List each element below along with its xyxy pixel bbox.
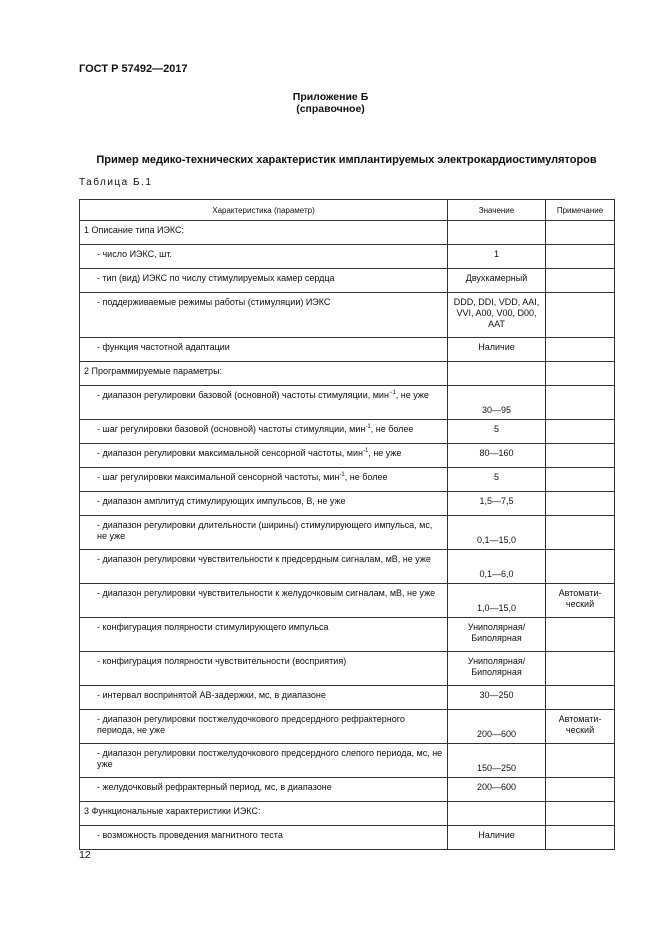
parameter-cell: - диапазон амплитуд стимулирующих импульсов, В, не уже (80, 492, 448, 516)
table-row (80, 492, 615, 516)
value-cell: Наличие (448, 338, 546, 362)
parameter-cell: - функция частотной адаптации (80, 338, 448, 362)
value-cell: Униполярная/ Биполярная (448, 618, 546, 652)
value-cell (448, 802, 546, 826)
section-heading: 2 Программируемые параметры: (80, 362, 448, 386)
note-cell (546, 686, 615, 710)
note-cell (546, 652, 615, 686)
characteristics-table (79, 199, 615, 850)
value-cell: 1 (448, 245, 546, 269)
parameter-cell: - интервал воспринятой АВ-задержки, мс, в диапазоне (80, 686, 448, 710)
note-cell: Автомати-ческий (546, 584, 615, 618)
parameter-cell: - диапазон регулировки постжелудочкового предсердного слепого периода, мс, не уже (80, 744, 448, 778)
table-row (80, 516, 615, 550)
parameter-cell (80, 444, 448, 468)
note-cell (546, 221, 615, 245)
parameter-text-suffix: , не уже (368, 448, 402, 458)
parameter-cell: - возможность проведения магнитного теста (80, 826, 448, 850)
value-cell (448, 221, 546, 245)
table-row (80, 444, 615, 468)
table-row (80, 550, 615, 584)
column-header-note: Примечание (546, 200, 615, 221)
table-row (80, 778, 615, 802)
parameter-text-suffix: , не уже (395, 390, 429, 400)
note-cell (546, 778, 615, 802)
table-row (80, 584, 615, 618)
column-header-value: Значение (448, 200, 546, 221)
table-row (80, 744, 615, 778)
section-heading: 3 Функциональные характеристики ИЭКС: (80, 802, 448, 826)
value-cell: 1,5—7,5 (448, 492, 546, 516)
appendix-title: Приложение Б (292, 91, 369, 103)
value-cell: DDD, DDI, VDD, AAI, VVI, A00, V00, D00, AAT (448, 293, 546, 338)
note-cell (546, 293, 615, 338)
note-cell (546, 444, 615, 468)
table-row (80, 269, 615, 293)
value-cell: 200—600 (448, 710, 546, 744)
table-row (80, 468, 615, 492)
table-row (80, 420, 615, 444)
table-row (80, 293, 615, 338)
note-cell (546, 550, 615, 584)
parameter-cell: - диапазон регулировки постжелудочкового предсердного рефрактерного периода, не уже (80, 710, 448, 744)
parameter-cell: - желудочковый рефрактерный период, мс, в диапазоне (80, 778, 448, 802)
unit-exponent: -1 (362, 448, 369, 454)
parameter-cell (80, 468, 448, 492)
value-cell: 5 (448, 468, 546, 492)
note-cell (546, 618, 615, 652)
note-cell (546, 802, 615, 826)
table-row (80, 802, 615, 826)
parameter-cell: - тип (вид) ИЭКС по числу стимулируемых камер сердца (80, 269, 448, 293)
table-header-row (80, 200, 615, 221)
standard-number: ГОСТ Р 57492—2017 (79, 63, 188, 75)
parameter-text: - диапазон регулировки максимальной сенсорной частоты, мин (97, 448, 363, 458)
document-heading: Пример медико-технических характеристик имплантируемых электрокардиостимуляторов (96, 154, 597, 166)
parameter-text: - диапазон регулировки базовой (основной) частоты стимуляции, мин (97, 390, 389, 400)
parameter-text: - шаг регулировки базовой (основной) частоты стимуляции, мин (97, 424, 366, 434)
value-cell: 1,0—15,0 (448, 584, 546, 618)
note-cell (546, 744, 615, 778)
parameter-text: - шаг регулировки максимальной сенсорной частоты, мин (97, 472, 340, 482)
value-cell: Двухкамерный (448, 269, 546, 293)
note-cell (546, 492, 615, 516)
section-heading: 1 Описание типа ИЭКС: (80, 221, 448, 245)
appendix-header (0, 91, 661, 115)
note-cell (546, 245, 615, 269)
value-cell: Наличие (448, 826, 546, 850)
value-cell: Униполярная/ Биполярная (448, 652, 546, 686)
unit-exponent: -1 (365, 424, 371, 430)
unit-exponent: -1 (339, 472, 345, 478)
table-row (80, 618, 615, 652)
parameter-cell (80, 420, 448, 444)
note-cell (546, 516, 615, 550)
parameter-cell: - диапазон регулировки длительности (ширины) стимулирующего импульса, мс, не уже (80, 516, 448, 550)
parameter-cell (80, 386, 448, 420)
table-row (80, 710, 615, 744)
note-cell (546, 386, 615, 420)
parameter-text-suffix: , не более (370, 424, 414, 434)
column-header-parameter: Характеристика (параметр) (80, 200, 448, 221)
table-row (80, 338, 615, 362)
unit-exponent: −1 (388, 390, 396, 396)
note-cell (546, 269, 615, 293)
note-cell (546, 826, 615, 850)
value-cell: 5 (448, 420, 546, 444)
table-row (80, 362, 615, 386)
parameter-cell: - число ИЭКС, шт. (80, 245, 448, 269)
parameter-cell: - диапазон регулировки чувствительности к предсердным сигналам, мВ, не уже (80, 550, 448, 584)
table-row (80, 652, 615, 686)
note-cell: Автомати-ческий (546, 710, 615, 744)
table-row (80, 245, 615, 269)
value-cell: 0,1—6,0 (448, 550, 546, 584)
value-cell (448, 362, 546, 386)
note-cell (546, 362, 615, 386)
parameter-cell: - конфигурация полярности стимулирующего импульса (80, 618, 448, 652)
parameter-cell: - диапазон регулировки чувствительности к желудочковым сигналам, мВ, не уже (80, 584, 448, 618)
appendix-subtitle: (справочное) (296, 103, 365, 115)
table-row (80, 221, 615, 245)
value-cell: 30—250 (448, 686, 546, 710)
value-cell: 200—600 (448, 778, 546, 802)
page-number: 12 (79, 849, 91, 861)
table-label: Таблица Б.1 (79, 177, 153, 188)
table-row (80, 386, 615, 420)
parameter-cell: - конфигурация полярности чувствительности (восприятия) (80, 652, 448, 686)
value-cell: 30—95 (448, 386, 546, 420)
parameter-cell: - поддерживаемые режимы работы (стимуляции) ИЭКС (80, 293, 448, 338)
value-cell: 150—250 (448, 744, 546, 778)
table-row (80, 826, 615, 850)
value-cell: 80—160 (448, 444, 546, 468)
parameter-text-suffix: , не более (344, 472, 388, 482)
note-cell (546, 420, 615, 444)
table-row (80, 686, 615, 710)
note-cell (546, 468, 615, 492)
note-cell (546, 338, 615, 362)
value-cell: 0,1—15,0 (448, 516, 546, 550)
